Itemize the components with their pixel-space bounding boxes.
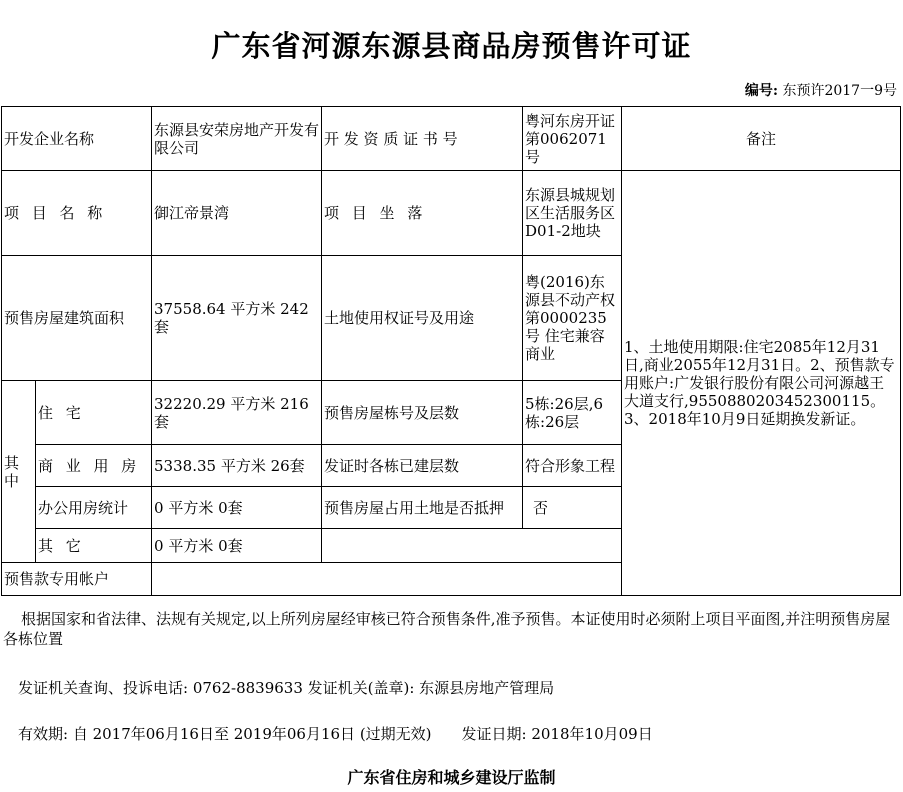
residential-value: 32220.29 平方米 216套 [152,381,322,445]
project-name-value: 御江帝景湾 [152,171,322,256]
office-label: 办公用房统计 [36,487,152,529]
area-label: 预售房屋建筑面积 [2,256,152,381]
floors-built-value: 符合形象工程 [523,445,622,487]
area-value: 37558.64 平方米 242套 [152,256,322,381]
developer-label: 开发企业名称 [2,107,152,171]
qualification-label: 开 发 资 质 证 书 号 [322,107,523,171]
empty-cell [322,529,622,563]
qualification-value: 粤河东房开证第0062071号 [523,107,622,171]
commercial-value: 5338.35 平方米 26套 [152,445,322,487]
footer-supervisor: 广东省住房和城乡建设厅监制 [347,768,556,787]
contact-line: 发证机关查询、投诉电话: 0762-8839633 发证机关(盖章): 东源县房地产管理局 [18,679,555,697]
account-label: 预售款专用帐户 [2,563,152,596]
project-name-label: 项 目 名 称 [2,171,152,256]
office-value: 0 平方米 0套 [152,487,322,529]
validity-line: 有效期: 自 2017年06月16日至 2019年06月16日 (过期无效) 发证日期: 2018年10月09日 [18,725,653,743]
other-value: 0 平方米 0套 [152,529,322,563]
location-label: 项 目 坐 落 [322,171,523,256]
floors-built-label: 发证时各栋已建层数 [322,445,523,487]
developer-value: 东源县安荣房地产开发有限公司 [152,107,322,171]
land-cert-value: 粤(2016)东源县不动产权第0000235号 住宅兼容商业 [523,256,622,381]
approval-paragraph: 根据国家和省法律、法规有关规定,以上所列房屋经审核已符合预售条件,准予预售。本证使用时必须附上项目平面图,并注明预售房屋各栋位置 [3,610,891,648]
certificate-number [745,80,897,100]
account-value [152,563,622,596]
number-value: 东预许2017一9号 [782,83,897,99]
location-value: 东源县城规划区生活服务区D01-2地块 [523,171,622,256]
number-label: 编号: [744,83,778,99]
qizhong-label: 其 中 [2,381,36,563]
residential-label: 住 宅 [36,381,152,445]
building-value: 5栋:26层,6栋:26层 [523,381,622,445]
other-label: 其 它 [36,529,152,563]
remarks-label: 备注 [622,107,901,171]
mortgage-label: 预售房屋占用土地是否抵押 [322,487,523,529]
mortgage-value: 否 [523,487,622,529]
commercial-label: 商 业 用 房 [36,445,152,487]
certificate-table [1,106,901,596]
certificate-title: 广东省河源东源县商品房预售许可证 [211,29,692,63]
building-label: 预售房屋栋号及层数 [322,381,523,445]
remarks-value: 1、土地使用期限:住宅2085年12月31日,商业2055年12月31日。2、预售款专用账户:广发银行股份有限公司河源越王大道支行,9550880203452300115。3、2018年10月9日延期换发新证。 [622,171,901,596]
land-cert-label: 土地使用权证号及用途 [322,256,523,381]
